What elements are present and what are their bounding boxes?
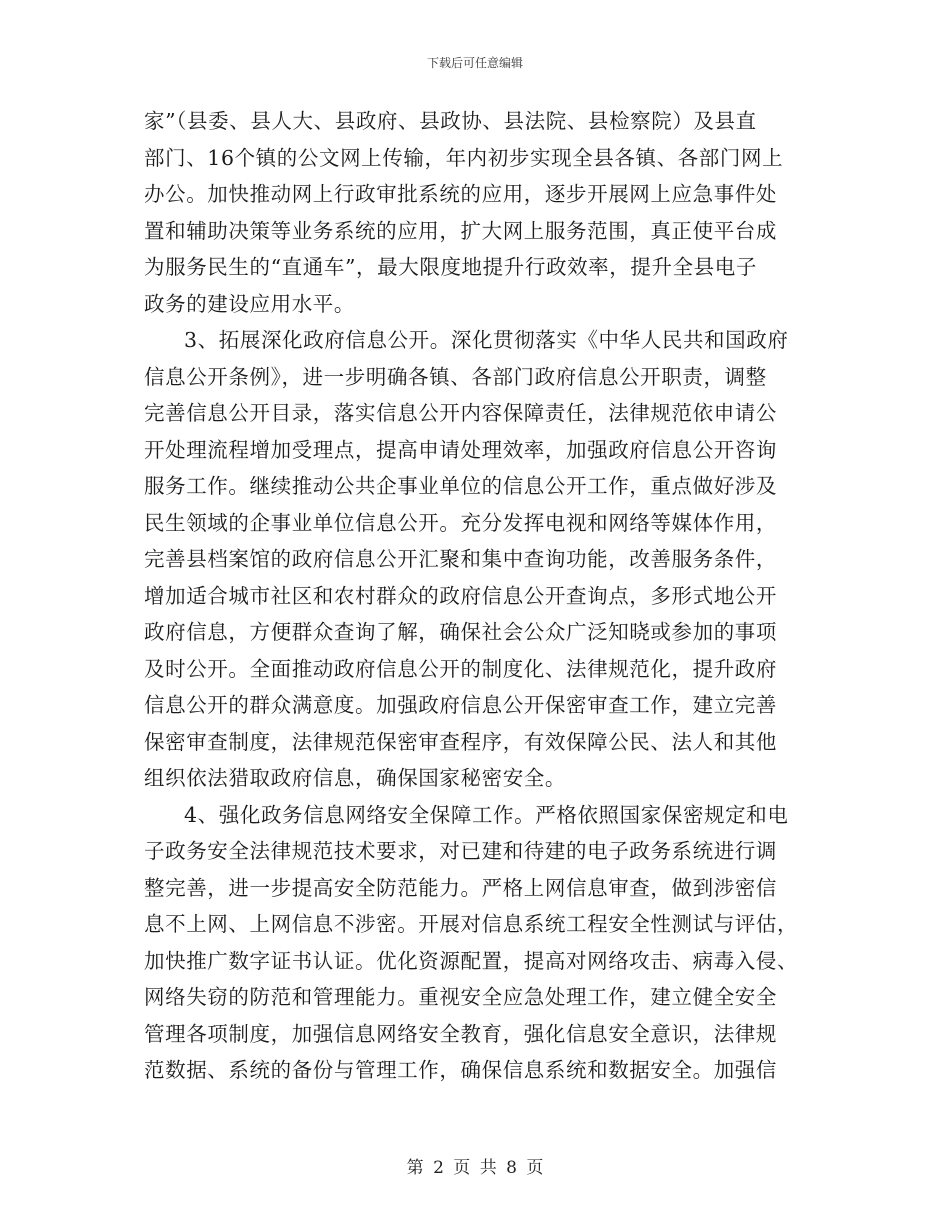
body-line: 开处理流程增加受理点，提高申请处理效率，加强政府信息公开咨询 [144,437,777,462]
body-line: 组织依法猎取政府信息，确保国家秘密安全。 [144,766,566,790]
body-line: 信息公开的群众满意度。加强政府信息公开保密审查工作，建立完善 [144,693,777,717]
paragraph-first-line: 3、拓展深化政府信息公开。深化贯彻落实《中华人民共和国政府 [184,328,789,352]
body-line: 政务的建设应用水平。 [144,291,355,316]
body-line: 子政务安全法律规范技术要求，对已建和待建的电子政务系统进行调 [144,839,777,863]
body-line: 完善县档案馆的政府信息公开汇聚和集中查询功能，改善服务条件， [144,547,777,571]
body-line: 信息公开条例》，进一步明确各镇、各部门政府信息公开职责，调整 [144,364,767,389]
body-line: 为服务民生的“直通车”，最大限度地提升行政效率，提升全县电子 [144,255,757,279]
body-line: 家”（县委、县人大、县政府、县政协、县法院、县检察院）及县直 [144,109,757,133]
body-line: 服务工作。继续推动公共企事业单位的信息公开工作，重点做好涉及 [144,474,777,498]
body-line: 管理各项制度，加强信息网络安全教育，强化信息安全意识，法律规 [144,1021,777,1046]
body-line: 范数据、系统的备份与管理工作，确保信息系统和数据安全。加强信 [144,1058,777,1082]
body-line: 民生领域的企事业单位信息公开。充分发挥电视和网络等媒体作用， [144,510,777,535]
body-line: 完善信息公开目录，落实信息公开内容保障责任，法律规范依申请公 [144,401,777,425]
body-line: 网络失窃的防范和管理能力。重视安全应急处理工作，建立健全安全 [144,985,777,1009]
body-line: 增加适合城市社区和农村群众的政府信息公开查询点，多形式地公开 [144,583,777,608]
body-line: 加快推广数字证书认证。优化资源配置，提高对网络攻击、病毒入侵、 [144,948,799,973]
body-line: 息不上网、上网信息不涉密。开展对信息系统工程安全性测试与评估， [144,912,799,936]
body-line: 办公。加快推动网上行政审批系统的应用，逐步开展网上应急事件处 [144,182,777,206]
body-line: 置和辅助决策等业务系统的应用，扩大网上服务范围，真正使平台成 [144,218,777,243]
paragraph-first-line: 4、强化政务信息网络安全保障工作。严格依照国家保密规定和电 [184,802,789,827]
body-line: 政府信息，方便群众查询了解，确保社会公众广泛知晓或参加的事项 [144,620,777,644]
body-line: 部门、16个镇的公文网上传输，年内初步实现全县各镇、各部门网上 [144,145,784,170]
body-line: 整完善，进一步提高安全防范能力。严格上网信息审查，做到涉密信 [144,875,777,900]
body-line: 保密审查制度，法律规范保密审查程序，有效保障公民、法人和其他 [144,729,777,754]
page-header: 下载后可任意编辑 [426,56,523,70]
body-line: 及时公开。全面推动政府信息公开的制度化、法律规范化，提升政府 [144,656,777,681]
page-number-footer: 第 2 页 共 8 页 [406,1158,544,1178]
document-body [144,103,808,1089]
